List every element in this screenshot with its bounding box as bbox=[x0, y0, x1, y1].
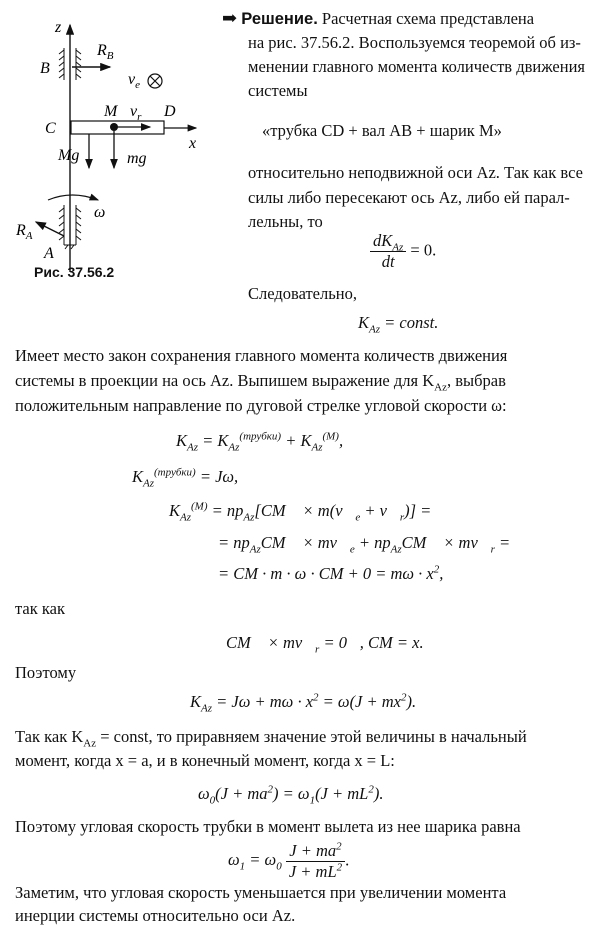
text-line: Расчетная схема представлена bbox=[317, 9, 535, 28]
text-line: лельны, то bbox=[248, 212, 323, 231]
text-line: момент, когда x = a, и в конечный момент, когда x = L: bbox=[15, 751, 395, 770]
text-line: положительным направление по дуговой стрелке угловой скорости ω: bbox=[15, 396, 507, 415]
fraction-denominator: $J + mL^2$ bbox=[288, 861, 343, 881]
equation-omega1 bbox=[228, 842, 349, 881]
label-vr: $v_r$ bbox=[130, 103, 142, 123]
label-c: C bbox=[45, 120, 56, 137]
equation-line: $K_{Az}^{(M)}$ = $пр_{Az}[CM⃗$ × $m(v⃗_e$ + $v⃗_r$)] = bbox=[169, 500, 432, 524]
system-definition: «трубка CD + вал AB + шарик M» bbox=[262, 121, 502, 140]
omega-arc-arrow bbox=[48, 195, 98, 200]
text-line: Заметим, что угловая скорость уменьшается при увеличении момента bbox=[15, 883, 507, 902]
fraction-denominator: dt bbox=[381, 252, 395, 271]
label-rb: $R_B$ bbox=[97, 42, 114, 62]
label-omega: ω bbox=[94, 204, 106, 221]
label-a: A bbox=[44, 245, 54, 262]
text-line: менении главного момента количеств движения bbox=[248, 57, 585, 76]
text-line: так как bbox=[15, 599, 65, 618]
text-line: системы в проекции на ось Az. Выпишем выражение для $K_{Az}$, выбрав bbox=[15, 371, 506, 394]
text-line: на рис. 37.56.2. Воспользуемся теоремой об из- bbox=[248, 33, 581, 52]
equation-line: CM⃗ × $mv⃗_r$ = 0⃗, CM = x. bbox=[226, 633, 424, 656]
equation-lhs: $\omega_1 = \omega_0$ bbox=[228, 850, 282, 873]
text-line: инерции системы относительно оси Az. bbox=[15, 906, 296, 925]
label-ra: $R_A$ bbox=[16, 222, 33, 242]
equation-line: $\omega_0(J + ma^2) = \omega_1(J + mL^2)$. bbox=[198, 783, 384, 807]
equation-k-const: $K_{Az}$ = const. bbox=[358, 313, 439, 336]
equation-line: $K_{Az}^{(трубки)} = J\omega$, bbox=[132, 466, 239, 490]
text-line: силы либо пересекают ось Az, либо ей парал- bbox=[248, 188, 570, 207]
equation-line: $K_{Az} = J\omega + m\omega \cdot x^2 = \omega(J + mx^2)$. bbox=[190, 691, 417, 715]
arrow-right-icon: ➡ bbox=[222, 8, 238, 28]
figure-37-56-2 bbox=[0, 0, 220, 290]
equation-line: = CM · m · ω · CM + $0 = m\omega \cdot x^2$, bbox=[218, 563, 444, 583]
label-d: D bbox=[164, 103, 176, 120]
text-line: относительно неподвижной оси Az. Так как все bbox=[248, 163, 583, 182]
text-line: системы bbox=[248, 81, 308, 100]
fraction-numerator: $dK_{Az}$ bbox=[370, 232, 406, 252]
text-line: Так как $K_{Az}$ = const, то приравняем значение этой величины в начальный bbox=[15, 727, 527, 750]
reaction-ra-arrow bbox=[36, 222, 64, 236]
label-x: x bbox=[189, 135, 197, 152]
equation-line: $K_{Az} = K_{Az}^{(трубки)} + K_{Az}^{(M)}$, bbox=[176, 430, 344, 454]
text-line: Поэтому bbox=[15, 663, 77, 682]
figure-caption: Рис. 37.56.2 bbox=[34, 264, 115, 280]
text-line: Следовательно, bbox=[248, 284, 357, 303]
solution-start bbox=[222, 8, 534, 29]
solution-heading: Решение. bbox=[241, 10, 318, 28]
label-ve: $v_e$ bbox=[128, 71, 140, 91]
fraction-numerator: $J + ma^2$ bbox=[286, 842, 344, 862]
label-b: B bbox=[40, 60, 50, 77]
period: . bbox=[345, 850, 350, 870]
label-Mg: Mg bbox=[58, 147, 80, 164]
label-mg: mg bbox=[127, 150, 147, 167]
text-line: Поэтому угловая скорость трубки в момент вылета из нее шарика равна bbox=[15, 817, 521, 836]
equation-rhs: = 0. bbox=[410, 240, 437, 260]
equation-dk-dt bbox=[370, 232, 436, 271]
text-line: Имеет место закон сохранения главного момента количеств движения bbox=[15, 346, 508, 365]
equation-line: = $пр_{Az}CM⃗$ × $mv⃗_e$ + $пр_{Az}CM⃗$ × $mv⃗_r$ = bbox=[218, 533, 511, 556]
label-z: z bbox=[55, 19, 62, 36]
label-m: M bbox=[104, 103, 118, 120]
